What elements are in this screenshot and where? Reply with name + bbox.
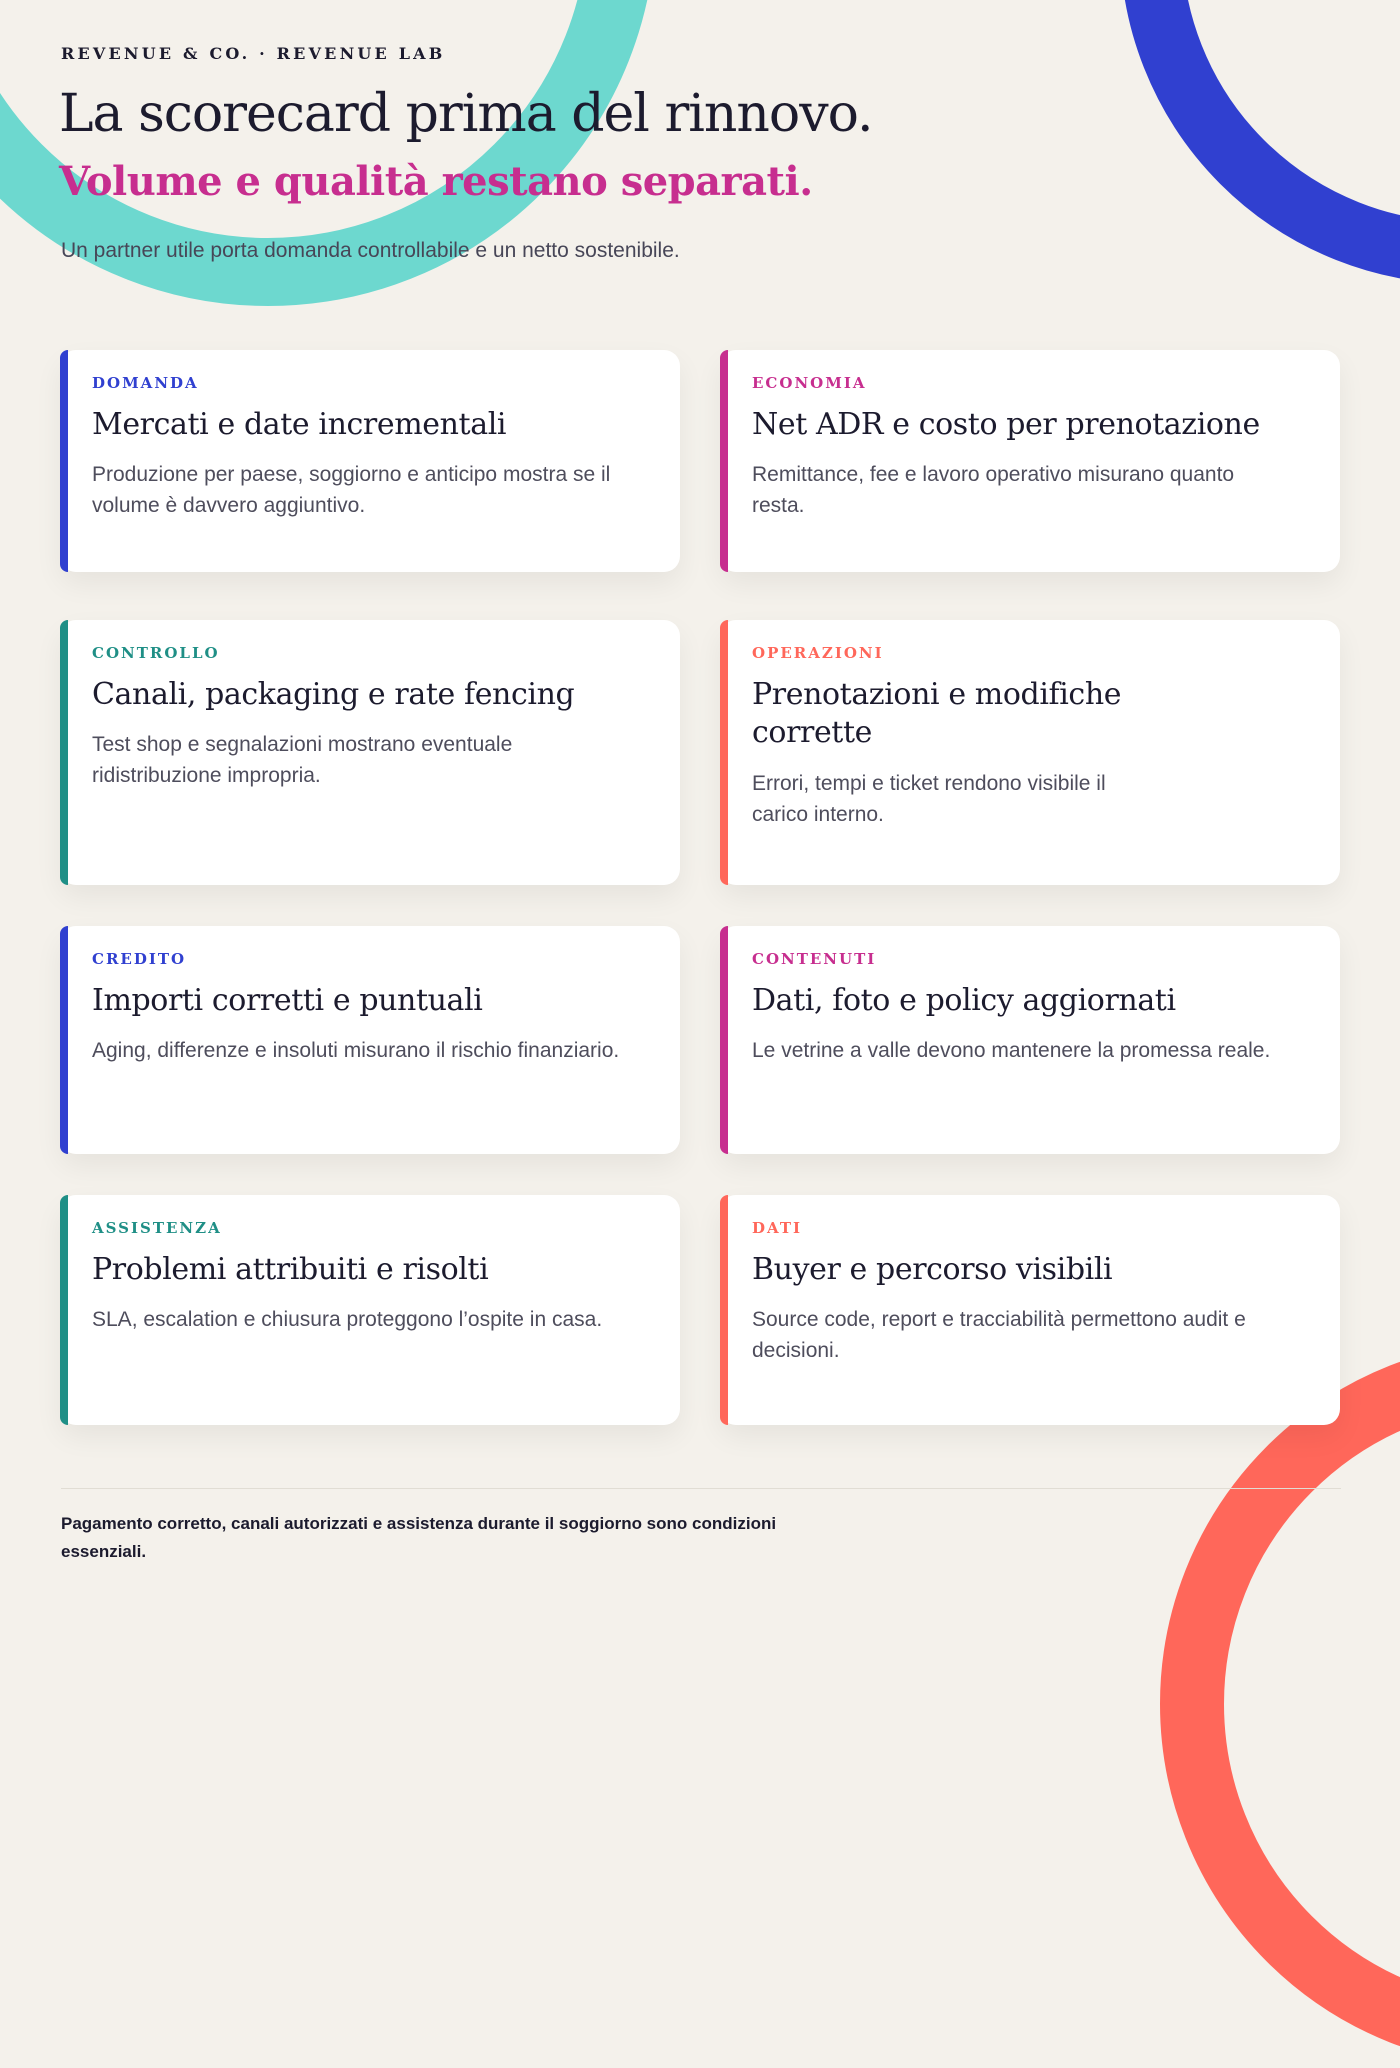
card-text: Errori, tempi e ticket rendono visibile il carico interno.	[752, 771, 1106, 826]
card-domanda	[60, 350, 680, 572]
card-text: SLA, escalation e chiusura proteggono l’ospite in casa.	[92, 1308, 603, 1332]
card-text: Le vetrine a valle devono mantenere la promessa reale.	[752, 1039, 1271, 1063]
card-tag: DOMANDA	[92, 374, 199, 392]
card-title: Net ADR e costo per prenotazione	[752, 407, 1260, 442]
card-text: Produzione per paese, soggiorno e anticipo mostra se il volume è davvero aggiuntivo.	[92, 463, 611, 518]
card-operazioni	[720, 620, 1340, 885]
footer-note: Pagamento corretto, canali autorizzati e assistenza durante il soggiorno sono condizioni essenziali.	[61, 1514, 777, 1562]
card-title: Dati, foto e policy aggiornati	[752, 983, 1176, 1018]
card-text: Source code, report e tracciabilità permettono audit e decisioni.	[752, 1308, 1246, 1363]
card-tag: ECONOMIA	[752, 374, 867, 392]
card-tag: CONTROLLO	[92, 644, 220, 662]
card-assistenza	[60, 1195, 680, 1425]
card-tag: OPERAZIONI	[752, 644, 884, 662]
intro-text: Un partner utile porta domanda controllabile e un netto sostenibile.	[61, 238, 680, 262]
card-economia	[720, 350, 1340, 572]
card-title: Canali, packaging e rate fencing	[92, 677, 575, 712]
card-text: Test shop e segnalazioni mostrano eventuale ridistribuzione impropria.	[92, 733, 513, 788]
blue-arc-decoration	[1120, 0, 1400, 284]
card-dati	[720, 1195, 1340, 1425]
card-tag: ASSISTENZA	[92, 1219, 222, 1237]
card-title: Problemi attribuiti e risolti	[92, 1252, 489, 1287]
card-credito	[60, 926, 680, 1154]
card-tag: CONTENUTI	[752, 950, 877, 968]
page-title: La scorecard prima del rinnovo.	[59, 84, 873, 144]
page-subtitle: Volume e qualità restano separati.	[59, 157, 813, 205]
card-contenuti	[720, 926, 1340, 1154]
card-title: Buyer e percorso visibili	[752, 1252, 1113, 1287]
card-text: Aging, differenze e insoluti misurano il rischio finanziario.	[92, 1039, 620, 1063]
card-controllo	[60, 620, 680, 885]
card-text: Remittance, fee e lavoro operativo misurano quanto resta.	[752, 463, 1235, 518]
brand-label: REVENUE & CO. · REVENUE LAB	[61, 44, 446, 63]
page-header	[61, 44, 1061, 263]
card-title: Mercati e date incrementali	[92, 407, 507, 442]
card-title: Importi corretti e puntuali	[92, 983, 483, 1018]
card-title: Prenotazioni e modifiche corrette	[752, 677, 1122, 751]
footer-divider	[61, 1488, 1341, 1489]
coral-arc-decoration	[1160, 1340, 1400, 2068]
card-tag: DATI	[752, 1219, 803, 1237]
card-tag: CREDITO	[92, 950, 187, 968]
